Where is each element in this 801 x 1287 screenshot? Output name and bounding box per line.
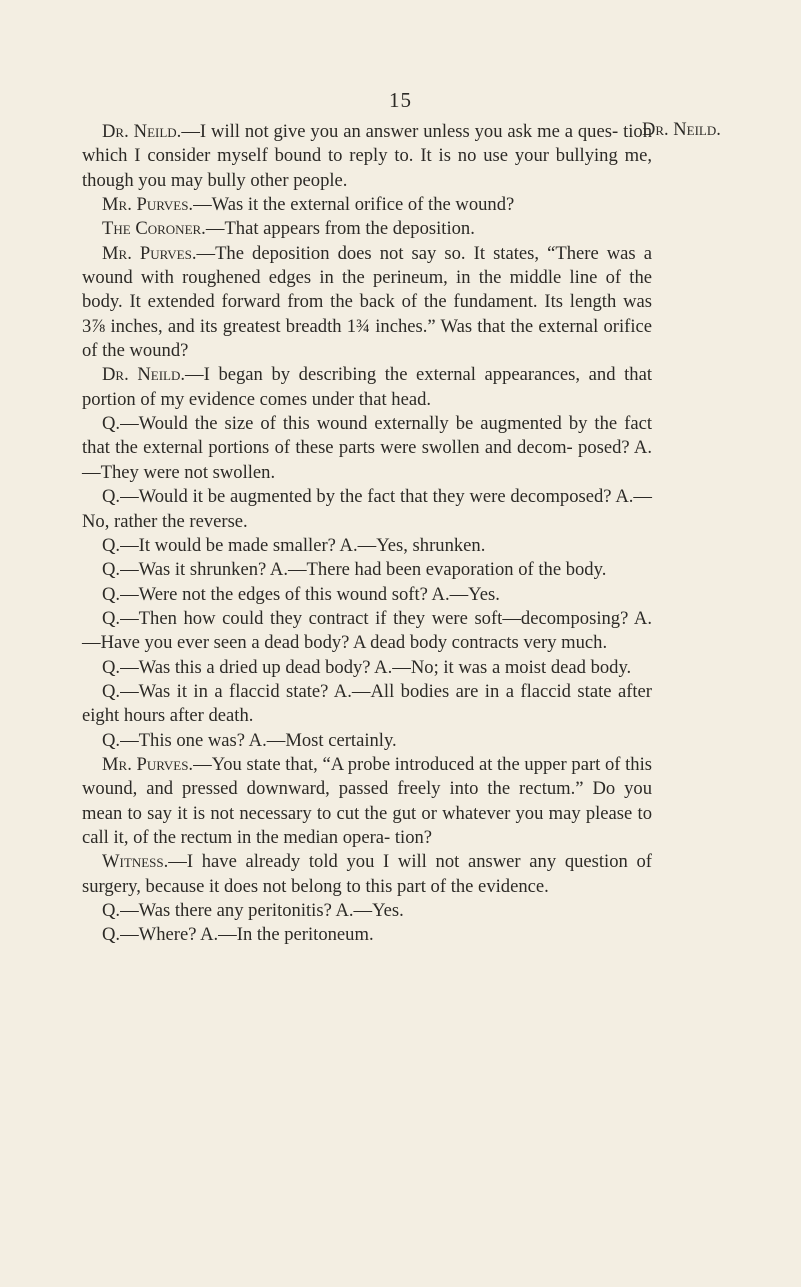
paragraph-text: Q.—Were not the edges of this wound soft? A.—Yes. — [102, 583, 500, 605]
paragraph-text: —The deposition does not say so. It states, “There was a wound with roughened edges in the perineum, in the middle line of the body. It extended forward from the back of the fundament. Its length was 3⅞ inches, and its greatest breadth 1¾ inches.” Was that the external orifice of the wound? — [82, 242, 652, 362]
paragraph-text: Q.—Where? A.—In the peritoneum. — [102, 924, 374, 946]
paragraph — [82, 753, 652, 850]
paragraph-text: —Was it the external orifice of the wound? — [193, 194, 515, 216]
paragraph-text: Q.—Was it shrunken? A.—There had been evaporation of the body. — [102, 559, 607, 581]
paragraph — [82, 558, 652, 582]
paragraph — [82, 242, 652, 364]
speaker: Dr. Neild. — [102, 121, 182, 142]
paragraph — [82, 850, 652, 899]
paragraph-text: —That appears from the deposition. — [205, 218, 475, 240]
paragraph-text: Q.—Was it in a flaccid state? A.—All bodies are in a flaccid state after eight hours after death. — [82, 680, 652, 727]
speaker: Witness. — [102, 851, 169, 873]
paragraph-text: Q.—It would be made smaller? A.—Yes, shrunken. — [102, 534, 486, 556]
testimony-text — [82, 120, 652, 948]
page-number: 15 — [389, 88, 412, 112]
paragraph — [82, 899, 652, 923]
paragraph — [82, 656, 652, 680]
paragraph — [82, 583, 652, 607]
paragraph — [82, 607, 652, 656]
margin-note: Dr. Neild. — [642, 120, 721, 140]
paragraph-text: Q.—Was there any peritonitis? A.—Yes. — [102, 900, 404, 921]
paragraph — [82, 217, 652, 241]
paragraph — [82, 534, 652, 558]
speaker: Mr. Purves. — [102, 753, 194, 775]
speaker: Dr. Neild. — [102, 364, 186, 386]
paragraph — [82, 680, 652, 729]
paragraph-text: —I began by describing the external appearances, and that portion of my evidence comes under that head. — [82, 364, 652, 410]
paragraph-text: Q.—Would the size of this wound externally be augmented by the fact that the external portions of these parts were swollen and decom- posed? A.—They were not swollen. — [82, 413, 652, 483]
speaker: Mr. Purves. — [102, 242, 197, 264]
paragraph-text: Q.—Was this a dried up dead body? A.—No; it was a moist dead body. — [102, 656, 632, 678]
paragraph — [82, 729, 652, 753]
paragraph-text: —You state that, “A probe introduced at the upper part of this wound, and pressed downward, passed freely into the rectum.” Do you mean to say it is not necessary to cut the gut or whatever you may please to call it, of the rectum in the median opera- tion? — [82, 753, 652, 848]
speaker: Mr. Purves. — [102, 194, 194, 216]
paragraph — [82, 193, 652, 217]
paragraph — [82, 412, 652, 485]
paragraph — [82, 363, 652, 412]
speaker: The Coroner. — [102, 218, 206, 240]
paragraph — [82, 923, 652, 947]
paragraph-text: Q.—Would it be augmented by the fact that they were decomposed? A.—No, rather the reverse. — [82, 486, 652, 532]
paragraph-text: —I have already told you I will not answer any question of surgery, because it does not belong to this part of the evidence. — [82, 851, 652, 897]
paragraph — [82, 485, 652, 534]
paragraph — [82, 120, 652, 193]
paragraph-text: Q.—This one was? A.—Most certainly. — [102, 729, 397, 751]
paragraph-text: Q.—Then how could they contract if they were soft—decomposing? A.—Have you ever seen a dead body? A dead body contracts very much. — [82, 607, 652, 654]
paragraph-text: —I will not give you an answer unless you ask me a ques- tion which I consider myself bound to reply to. It is no use your bullying me, though you may bully other people. — [82, 121, 652, 191]
